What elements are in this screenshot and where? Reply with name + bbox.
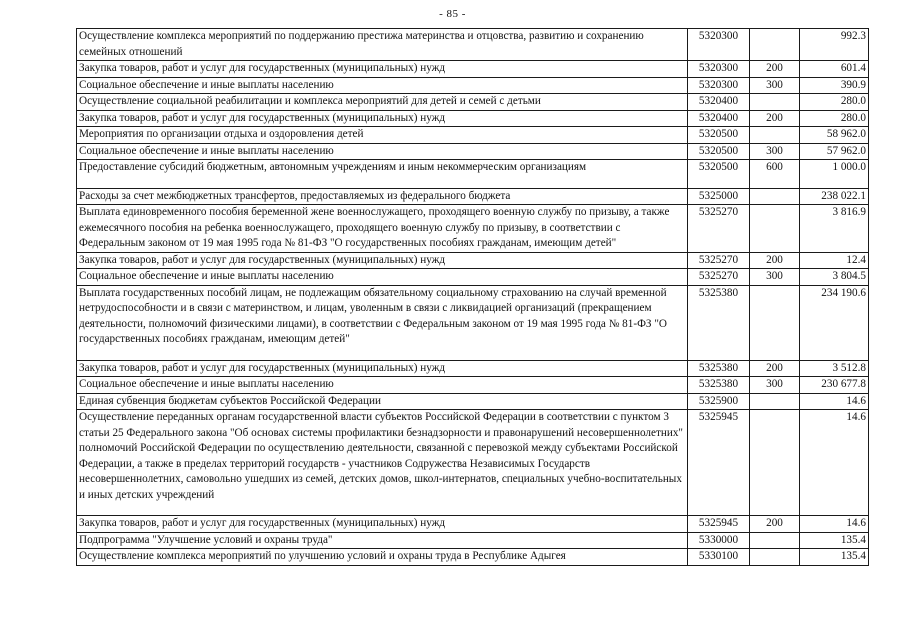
row-amount-cell: 230 677.8 — [800, 377, 869, 394]
table-row — [77, 285, 869, 360]
row-type-cell: 200 — [750, 110, 800, 127]
row-amount-cell: 3 804.5 — [800, 269, 869, 286]
row-type-cell: 300 — [750, 269, 800, 286]
row-code-cell: 5325900 — [688, 393, 750, 410]
row-amount-cell: 1 000.0 — [800, 160, 869, 189]
budget-table — [76, 28, 869, 566]
row-description-cell: Расходы за счет межбюджетных трансфертов, предоставляемых из федерального бюджета — [77, 188, 688, 205]
table-row — [77, 269, 869, 286]
row-description-cell: Социальное обеспечение и иные выплаты населению — [77, 269, 688, 286]
row-type-cell — [750, 549, 800, 566]
row-amount-cell: 3 512.8 — [800, 360, 869, 377]
row-code-cell: 5320300 — [688, 61, 750, 78]
table-row — [77, 549, 869, 566]
row-code-cell: 5325270 — [688, 269, 750, 286]
row-description-cell: Социальное обеспечение и иные выплаты населению — [77, 143, 688, 160]
row-description-cell: Осуществление комплекса мероприятий по поддержанию престижа материнства и отцовства, развитию и сохранению семейных отношений — [77, 29, 688, 61]
table-row — [77, 360, 869, 377]
row-amount-cell: 135.4 — [800, 532, 869, 549]
row-amount-cell: 57 962.0 — [800, 143, 869, 160]
row-description-cell: Социальное обеспечение и иные выплаты населению — [77, 377, 688, 394]
table-row — [77, 143, 869, 160]
row-description-cell: Осуществление социальной реабилитации и комплекса мероприятий для детей и семей с детьми — [77, 94, 688, 111]
row-type-cell: 200 — [750, 61, 800, 78]
row-code-cell: 5325380 — [688, 377, 750, 394]
row-type-cell: 600 — [750, 160, 800, 189]
table-row — [77, 110, 869, 127]
row-amount-cell: 280.0 — [800, 110, 869, 127]
row-amount-cell: 601.4 — [800, 61, 869, 78]
row-code-cell: 5330000 — [688, 532, 750, 549]
row-type-cell — [750, 29, 800, 61]
row-code-cell: 5325270 — [688, 252, 750, 269]
row-code-cell: 5330100 — [688, 549, 750, 566]
table-row — [77, 532, 869, 549]
row-code-cell: 5325380 — [688, 285, 750, 360]
table-row — [77, 61, 869, 78]
row-type-cell: 300 — [750, 377, 800, 394]
row-description-cell: Подпрограмма "Улучшение условий и охраны труда" — [77, 532, 688, 549]
row-type-cell — [750, 532, 800, 549]
row-amount-cell: 14.6 — [800, 393, 869, 410]
row-description-cell: Закупка товаров, работ и услуг для государственных (муниципальных) нужд — [77, 61, 688, 78]
page-number: - 85 - — [439, 8, 466, 20]
row-type-cell: 200 — [750, 360, 800, 377]
row-code-cell: 5320300 — [688, 29, 750, 61]
row-description-cell: Закупка товаров, работ и услуг для государственных (муниципальных) нужд — [77, 110, 688, 127]
row-description-cell: Осуществление комплекса мероприятий по улучшению условий и охраны труда в Республике Адыгея — [77, 549, 688, 566]
row-code-cell: 5325000 — [688, 188, 750, 205]
row-amount-cell: 390.9 — [800, 77, 869, 94]
row-code-cell: 5320400 — [688, 110, 750, 127]
row-type-cell: 200 — [750, 516, 800, 533]
row-amount-cell: 12.4 — [800, 252, 869, 269]
row-description-cell: Закупка товаров, работ и услуг для государственных (муниципальных) нужд — [77, 516, 688, 533]
table-row — [77, 516, 869, 533]
table-row — [77, 205, 869, 253]
row-type-cell — [750, 188, 800, 205]
row-code-cell: 5325380 — [688, 360, 750, 377]
table-row — [77, 127, 869, 144]
row-type-cell — [750, 205, 800, 253]
row-code-cell: 5325945 — [688, 410, 750, 516]
budget-table-body — [77, 29, 869, 566]
row-amount-cell: 14.6 — [800, 516, 869, 533]
row-description-cell: Выплата государственных пособий лицам, не подлежащим обязательному социальному страхованию на случай временной нетрудоспособности и в связи с материнством, и лицам, уволенным в связи с ликвидацией организаций (прекращением деятельности, полномочий физическими лицами), в соответствии с Федеральным законом от 19 мая 1995 года № 81-ФЗ "О государственных пособиях гражданам, имеющим детей" — [77, 285, 688, 360]
row-amount-cell: 135.4 — [800, 549, 869, 566]
row-type-cell — [750, 285, 800, 360]
row-type-cell — [750, 410, 800, 516]
row-description-cell: Выплата единовременного пособия беременной жене военнослужащего, проходящего военную службу по призыву, а также ежемесячного пособия на ребенка военнослужащего, проходящего военную службу по призыву, в соответствии с Федеральным законом от 19 мая 1995 года № 81-ФЗ "О государственных пособиях гражданам, имеющим детей" — [77, 205, 688, 253]
table-row — [77, 29, 869, 61]
table-row — [77, 393, 869, 410]
row-description-cell: Осуществление переданных органам государственной власти субъектов Российской Федерации в соответствии с пунктом 3 статьи 25 Федерального закона "Об основах системы профилактики безнадзорности и правонарушений несовершеннолетних" полномочий Российской Федерации по осуществлению деятельности, связанной с перевозкой между субъектами Российской Федерации, а также в пределах территорий государств - участников Содружества Независимых Государств несовершеннолетних, самовольно ушедших из семей, детских домов, школ-интернатов, специальных учебно-воспитательных и иных детских учреждений — [77, 410, 688, 516]
table-row — [77, 252, 869, 269]
row-amount-cell: 280.0 — [800, 94, 869, 111]
row-code-cell: 5320300 — [688, 77, 750, 94]
row-description-cell: Закупка товаров, работ и услуг для государственных (муниципальных) нужд — [77, 360, 688, 377]
row-type-cell: 200 — [750, 252, 800, 269]
table-row — [77, 160, 869, 189]
row-type-cell: 300 — [750, 77, 800, 94]
table-row — [77, 94, 869, 111]
table-row — [77, 77, 869, 94]
row-amount-cell: 14.6 — [800, 410, 869, 516]
row-code-cell: 5320400 — [688, 94, 750, 111]
row-description-cell: Мероприятия по организации отдыха и оздоровления детей — [77, 127, 688, 144]
table-row — [77, 410, 869, 516]
row-code-cell: 5325945 — [688, 516, 750, 533]
row-code-cell: 5325270 — [688, 205, 750, 253]
row-description-cell: Социальное обеспечение и иные выплаты населению — [77, 77, 688, 94]
row-description-cell: Предоставление субсидий бюджетным, автономным учреждениям и иным некоммерческим организациям — [77, 160, 688, 189]
row-amount-cell: 58 962.0 — [800, 127, 869, 144]
row-amount-cell: 238 022.1 — [800, 188, 869, 205]
row-type-cell — [750, 127, 800, 144]
row-amount-cell: 992.3 — [800, 29, 869, 61]
row-type-cell — [750, 94, 800, 111]
row-description-cell: Единая субвенция бюджетам субъектов Российской Федерации — [77, 393, 688, 410]
row-type-cell — [750, 393, 800, 410]
row-description-cell: Закупка товаров, работ и услуг для государственных (муниципальных) нужд — [77, 252, 688, 269]
row-amount-cell: 234 190.6 — [800, 285, 869, 360]
row-code-cell: 5320500 — [688, 160, 750, 189]
row-code-cell: 5320500 — [688, 127, 750, 144]
row-code-cell: 5320500 — [688, 143, 750, 160]
table-row — [77, 188, 869, 205]
row-type-cell: 300 — [750, 143, 800, 160]
table-row — [77, 377, 869, 394]
row-amount-cell: 3 816.9 — [800, 205, 869, 253]
